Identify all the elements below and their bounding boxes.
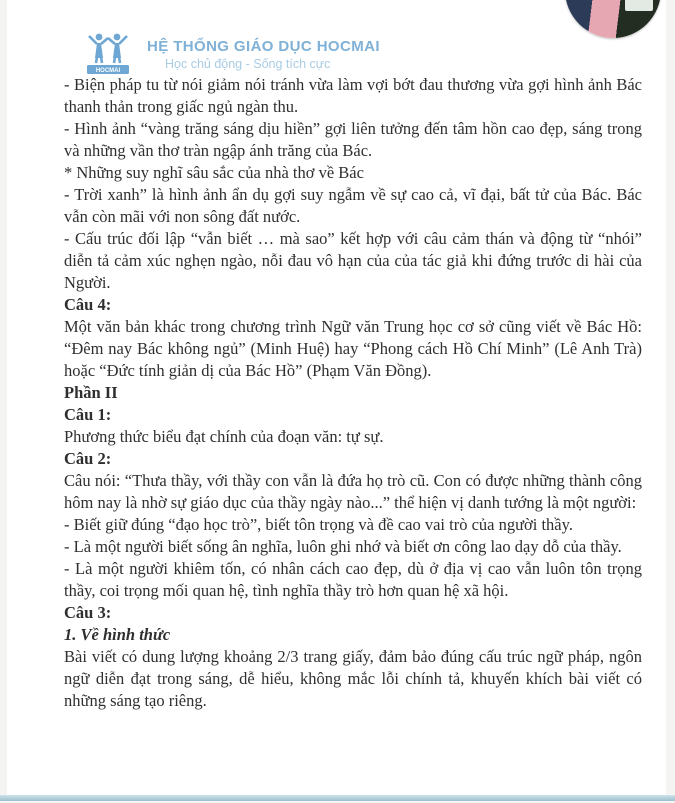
paragraph: - Biết giữ đúng “đạo học trò”, biết tôn trọng và đề cao vai trò của người thầy.	[64, 515, 573, 534]
paragraph: Bài viết có dung lượng khoảng 2/3 trang giấy, đảm bảo đúng cấu trúc ngữ pháp, ngôn ngữ diễn đạt trong sáng, dễ hiểu, không mắc lỗi chính tả, khuyến khích bài viết có những sáng tạo riêng.	[64, 647, 642, 710]
avatar-highlight	[625, 0, 654, 11]
section-heading: Câu 1:	[64, 405, 112, 424]
section-heading: Câu 2:	[64, 449, 112, 468]
hocmai-logo-icon	[85, 30, 133, 76]
section-heading: Phần II	[64, 383, 118, 402]
logo-wordmark: HOCMAI	[95, 68, 121, 74]
paragraph: - Là một người khiêm tốn, có nhân cách cao đẹp, dù ở địa vị cao vẫn luôn tôn trọng thầy, coi trọng mối quan hệ, tình nghĩa thầy trò hơn quan hệ xã hội.	[64, 559, 642, 600]
paragraph: - Biện pháp tu từ nói giảm nói tránh vừa làm vợi bớt đau thương vừa gợi hình ảnh Bác thanh thản trong giấc ngủ ngàn thu.	[64, 75, 642, 116]
paragraph: Câu nói: “Thưa thầy, với thầy con vẫn là đứa họ trò cũ. Con có được những thành công hôm nay là nhờ sự giáo dục của thầy ngày nào...” thể hiện vị danh tướng là một người:	[64, 471, 642, 512]
brand-tagline: Học chủ động - Sống tích cực	[165, 57, 331, 71]
section-heading: Câu 4:	[64, 295, 112, 314]
document-page	[7, 0, 666, 796]
bottom-divider-bar	[0, 795, 675, 801]
brand-title: HỆ THỐNG GIÁO DỤC HOCMAI	[147, 38, 380, 55]
paragraph: * Những suy nghĩ sâu sắc của nhà thơ về Bác	[64, 163, 364, 182]
paragraph: Một văn bản khác trong chương trình Ngữ văn Trung học cơ sở cũng viết về Bác Hồ: “Đêm nay Bác không ngủ” (Minh Huệ) hay “Phong cách Hồ Chí Minh” (Lê Anh Trà) hoặc “Đức tính giản dị của Bác Hồ” (Phạm Văn Đồng).	[64, 317, 642, 380]
document-body	[64, 74, 642, 712]
paragraph: - Là một người biết sống ân nghĩa, luôn ghi nhớ và biết ơn công lao dạy dỗ của thầy.	[64, 537, 622, 556]
paragraph: - Cấu trúc đối lập “vẫn biết … mà sao” kết hợp với câu cảm thán và động từ “nhói” diễn tả cảm xúc nghẹn ngào, nỗi đau vô hạn của của tác giả khi đứng trước di hài của Người.	[64, 229, 642, 292]
section-heading: 1. Về hình thức	[64, 625, 171, 644]
paragraph: Phương thức biểu đạt chính của đoạn văn: tự sự.	[64, 427, 384, 446]
paragraph: - Trời xanh” là hình ảnh ẩn dụ gợi suy ngẫm về sự cao cả, vĩ đại, bất tử của Bác. Bác vẫn còn mãi với non sông đất nước.	[64, 185, 642, 226]
section-heading: Câu 3:	[64, 603, 112, 622]
paragraph: - Hình ảnh “vàng trăng sáng dịu hiền” gợi liên tưởng đến tâm hồn cao đẹp, sáng trong và những vần thơ tràn ngập ánh trăng của Bác.	[64, 119, 642, 160]
